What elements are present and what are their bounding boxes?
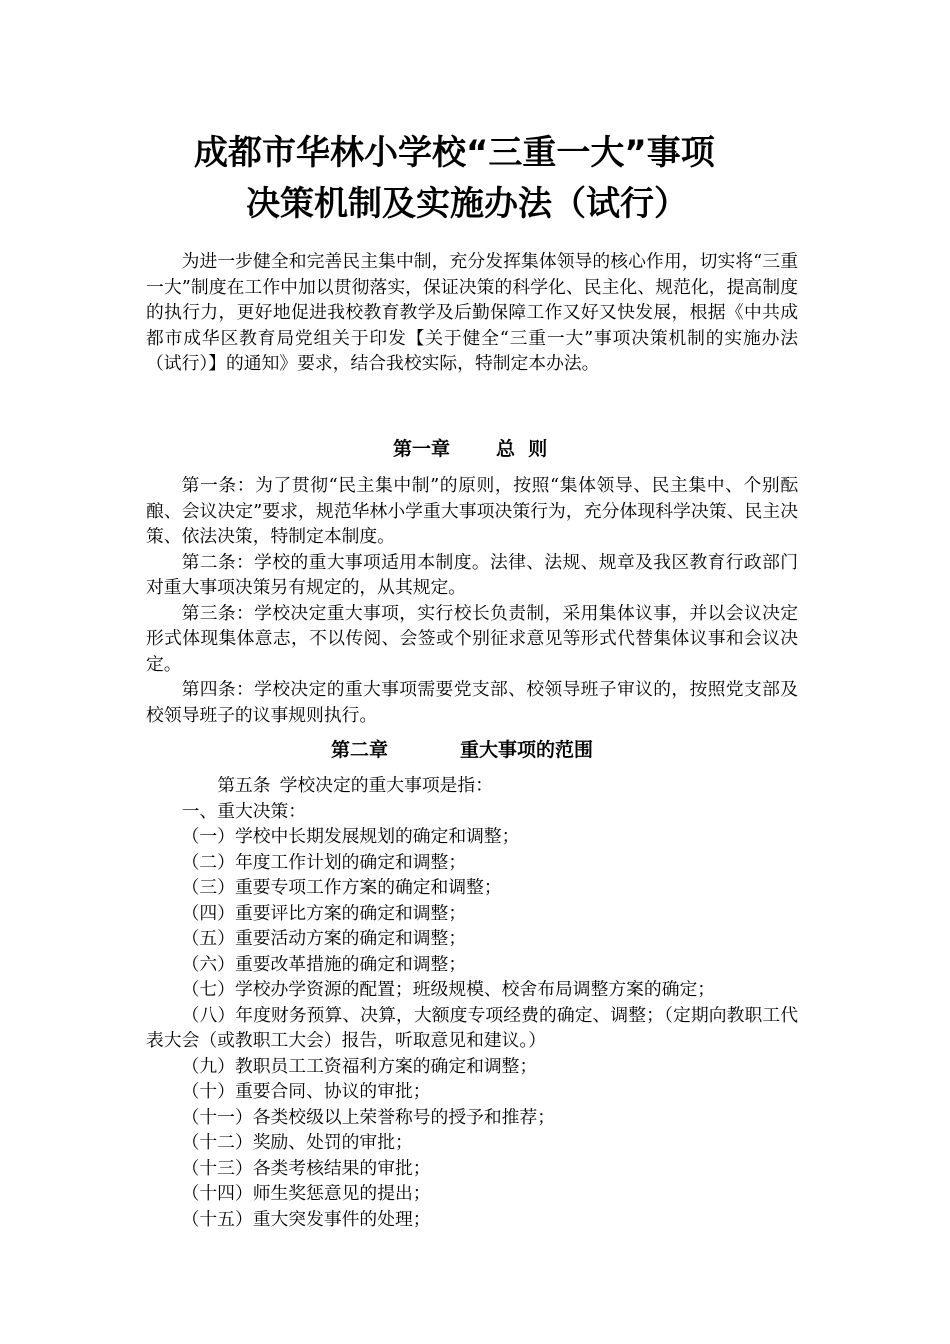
section-1-title: 一、重大决策：: [181, 800, 307, 822]
chapter-2-heading: [331, 737, 593, 763]
list-item: （十三）各类考核结果的审批；: [181, 1157, 431, 1179]
list-item: （十二）奖励、处罚的审批；: [181, 1132, 413, 1153]
chapter-2-body: [146, 773, 798, 1232]
list-item: （二）年度工作计划的确定和调整；: [181, 851, 467, 873]
list-item: （八）年度财务预算、决算，大额度专项经费的确定、调整；（定期向教职工代表大会（或教职工大会）报告，听取意见和建议。）: [146, 1004, 798, 1051]
list-item: （五）重要活动方案的确定和调整；: [181, 928, 467, 949]
chapter-2-name: 重大事项的范围: [460, 739, 594, 761]
chapter-1-body: [146, 473, 798, 728]
article-5: [146, 773, 798, 799]
list-item: （十五）重大突发事件的处理；: [181, 1208, 431, 1230]
preamble-paragraph: 为进一步健全和完善民主集中制，充分发挥集体领导的核心作用，切实将“三重一大”制度在工作中加以贯彻落实，保证决策的科学化、民主化、规范化，提高制度的执行力，更好地促进我校教育教学及后勤保障工作又好又快发展，根据《中共成都市成华区教育局党组关于印发【关于健全“三重一大”事项决策机制的实施办法（试行）】的通知》要求，结合我校实际，特制定本办法。: [146, 251, 798, 374]
list-item: （一）学校中长期发展规划的确定和调整；: [181, 826, 520, 847]
list-item: （六）重要改革措施的确定和调整；: [181, 953, 467, 975]
article-2: 第二条：学校的重大事项适用本制度。法律、法规、规章及我区教育行政部门对重大事项决策另有规定的，从其规定。: [146, 551, 798, 598]
article-5-text: 学校决定的重大事项是指：: [279, 775, 493, 796]
chapter-1-number: 第一章: [393, 438, 451, 460]
preamble: [146, 249, 798, 377]
article-4: 第四条：学校决定的重大事项需要党支部、校领导班子审议的，按照党支部及校领导班子的议事规则执行。: [146, 679, 798, 726]
chapter-1-name: 总 则: [496, 438, 548, 460]
list-item: （十）重要合同、协议的审批；: [181, 1081, 431, 1102]
list-item: （十一）各类校级以上荣誉称号的授予和推荐；: [181, 1106, 556, 1128]
article-3: 第三条：学校决定重大事项，实行校长负责制，采用集体议事，并以会议决定形式体现集体意志，不以传阅、会签或个别征求意见等形式代替集体议事和会议决定。: [146, 602, 798, 675]
list-item: （十四）师生奖惩意见的提出；: [181, 1183, 431, 1204]
document-title-line-1: 成都市华林小学校“三重一大”事项: [194, 133, 715, 173]
list-item: （三）重要专项工作方案的确定和调整；: [181, 877, 502, 898]
chapter-1-heading: [393, 436, 547, 462]
list-item: （七）学校办学资源的配置；班级规模、校舍布局调整方案的确定；: [181, 979, 716, 1000]
list-item: （四）重要评比方案的确定和调整；: [181, 902, 467, 924]
list-item: （九）教职员工工资福利方案的确定和调整；: [181, 1055, 538, 1077]
document-title-line-2: 决策机制及实施办法（试行）: [246, 184, 688, 224]
article-5-label: 第五条: [217, 775, 271, 796]
article-1: 第一条：为了贯彻“民主集中制”的原则，按照“集体领导、民主集中、个别酝酿、会议决定”要求，规范华林小学重大事项决策行为，充分体现科学决策、民主决策、依法决策，特制定本制度。: [146, 475, 798, 547]
chapter-2-number: 第二章: [331, 739, 389, 761]
